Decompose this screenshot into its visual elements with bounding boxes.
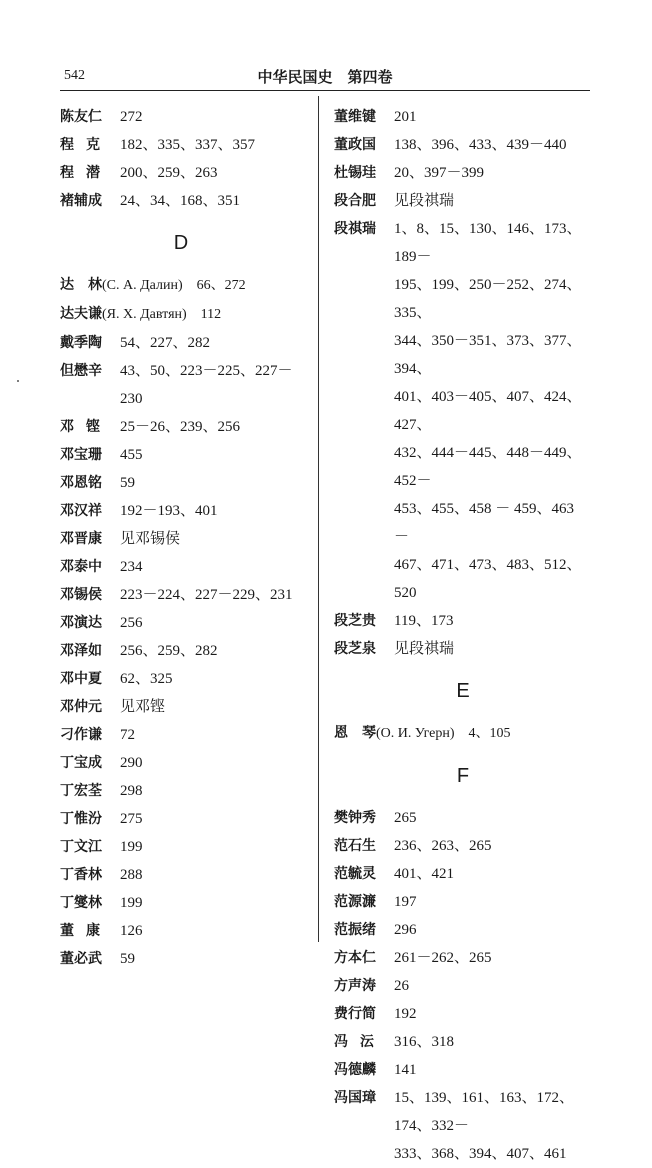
entry-pages: 256、259、282 xyxy=(120,643,218,659)
entry-pages: 256 xyxy=(120,615,143,631)
entry-name: 冯沄 xyxy=(334,1034,386,1050)
index-entry xyxy=(334,719,592,748)
entry-name: 段合肥 xyxy=(334,193,376,209)
entry-pages: 288 xyxy=(120,867,143,883)
index-entry xyxy=(60,469,302,497)
index-entry xyxy=(60,637,302,665)
index-entry xyxy=(60,300,302,329)
entry-name: 邓恩铭 xyxy=(60,475,102,491)
entry-name: 丁宏荃 xyxy=(60,783,102,799)
index-entry xyxy=(334,607,592,635)
entry-name: 邓仲元 xyxy=(60,699,102,715)
index-entry xyxy=(334,187,592,215)
index-entry xyxy=(60,805,302,833)
index-entry xyxy=(60,861,302,889)
entry-name: 费行简 xyxy=(334,1006,376,1022)
index-entry xyxy=(60,833,302,861)
entry-pages: 192－193、401 xyxy=(120,503,218,519)
entry-name: 冯德麟 xyxy=(334,1062,376,1078)
stray-mark xyxy=(17,380,19,382)
entry-pages: 195、199、250－252、274、335、 xyxy=(394,277,582,321)
entry-name: 段祺瑞 xyxy=(334,221,376,237)
section-letter: F xyxy=(456,765,470,787)
entry-pages: 54、227、282 xyxy=(120,335,211,351)
entry-pages: (Я. Х. Давтян) 112 xyxy=(102,307,222,322)
entry-name: 范源濂 xyxy=(334,894,376,910)
index-entry xyxy=(334,860,592,888)
entry-pages: 138、396、433、439－440 xyxy=(394,137,567,153)
entry-name: 丁惟汾 xyxy=(60,811,102,827)
entry-name: 恩 琴 xyxy=(334,725,376,741)
entry-pages: 298 xyxy=(120,783,143,799)
entry-pages: 126 xyxy=(120,923,143,939)
index-entry xyxy=(334,635,592,663)
entry-pages: 20、397－399 xyxy=(394,165,485,181)
entry-pages: 467、471、473、483、512、520 xyxy=(394,557,582,601)
index-column-left xyxy=(60,103,302,973)
entry-pages: 1、8、15、130、146、173、189－ xyxy=(394,221,582,265)
entry-pages: 453、455、458 － 459、463 － xyxy=(394,501,575,545)
entry-name: 邓泰中 xyxy=(60,559,102,575)
entry-pages: 72 xyxy=(120,727,135,743)
index-entry xyxy=(60,413,302,441)
entry-pages: 199 xyxy=(120,839,143,855)
entry-pages: 43、50、223－225、227－230 xyxy=(120,363,293,407)
page-header xyxy=(60,64,590,91)
entry-pages: 见段祺瑞 xyxy=(394,641,455,657)
entry-pages: 见段祺瑞 xyxy=(394,193,455,209)
section-letter: D xyxy=(173,232,189,254)
index-entry xyxy=(334,972,592,1000)
entry-pages: 26 xyxy=(394,978,409,994)
entry-pages: 401、403－405、407、424、427、 xyxy=(394,389,582,433)
entry-pages: 290 xyxy=(120,755,143,771)
entry-name: 但懋辛 xyxy=(60,363,102,379)
entry-name: 丁燮林 xyxy=(60,895,102,911)
entry-pages: 296 xyxy=(394,922,417,938)
column-divider xyxy=(318,96,319,942)
entry-name: 樊钟秀 xyxy=(334,810,376,826)
index-column-right xyxy=(334,103,592,1168)
entry-name: 邓演达 xyxy=(60,615,102,631)
entry-pages: 333、368、394、407、461 xyxy=(394,1146,567,1162)
index-entry xyxy=(60,357,302,413)
entry-name: 方本仁 xyxy=(334,950,376,966)
index-entry xyxy=(334,159,592,187)
entry-name: 达夫谦 xyxy=(60,306,102,322)
entry-pages: 119、173 xyxy=(394,613,454,629)
index-entry xyxy=(334,1028,592,1056)
entry-pages: 197 xyxy=(394,894,417,910)
entry-pages: 141 xyxy=(394,1062,417,1078)
entry-pages: 401、421 xyxy=(394,866,455,882)
entry-pages: 223－224、227－229、231 xyxy=(120,587,293,603)
index-entry xyxy=(334,215,592,607)
entry-pages: 432、444－445、448－449、452－ xyxy=(394,445,582,489)
index-entry xyxy=(334,944,592,972)
index-entry xyxy=(60,497,302,525)
entry-pages: 265 xyxy=(394,810,417,826)
entry-name: 达 林 xyxy=(60,277,102,293)
entry-pages: 272 xyxy=(120,109,143,125)
book-title: 中华民国史 第四卷 xyxy=(257,68,393,86)
index-entry xyxy=(334,131,592,159)
index-entry xyxy=(60,271,302,300)
entry-name: 邓汉祥 xyxy=(60,503,102,519)
index-entry xyxy=(60,553,302,581)
index-entry xyxy=(334,1056,592,1084)
entry-name: 邓宝珊 xyxy=(60,447,102,463)
entry-pages: 62、325 xyxy=(120,671,173,687)
entry-name: 邓铿 xyxy=(60,419,112,435)
entry-pages: 200、259、263 xyxy=(120,165,218,181)
entry-name: 董政国 xyxy=(334,137,376,153)
entry-name: 丁宝成 xyxy=(60,755,102,771)
entry-pages: 455 xyxy=(120,447,143,463)
entry-pages: 344、350－351、373、377、394、 xyxy=(394,333,582,377)
entry-pages: 261－262、265 xyxy=(394,950,492,966)
entry-pages: 59 xyxy=(120,475,135,491)
entry-pages: 见邓铿 xyxy=(120,699,166,715)
index-entry xyxy=(334,804,592,832)
entry-pages: 15、139、161、163、172、174、332－ xyxy=(394,1090,575,1134)
entry-pages: 25－26、239、256 xyxy=(120,419,241,435)
index-entry xyxy=(60,889,302,917)
entry-name: 董维键 xyxy=(334,109,376,125)
index-entry xyxy=(60,103,302,131)
entry-name: 邓锡侯 xyxy=(60,587,102,603)
index-entry xyxy=(334,888,592,916)
entry-name: 段芝贵 xyxy=(334,613,376,629)
index-entry xyxy=(60,159,302,187)
index-entry xyxy=(334,1000,592,1028)
page-number: 542 xyxy=(64,68,85,83)
index-entry xyxy=(334,916,592,944)
index-entry xyxy=(60,777,302,805)
entry-name: 邓晋康 xyxy=(60,531,102,547)
index-entry xyxy=(60,945,302,973)
entry-pages: 316、318 xyxy=(394,1034,455,1050)
entry-name: 丁文江 xyxy=(60,839,102,855)
entry-name: 范毓灵 xyxy=(334,866,376,882)
index-entry xyxy=(60,665,302,693)
entry-pages: 234 xyxy=(120,559,143,575)
index-entry xyxy=(60,187,302,215)
entry-name: 冯国璋 xyxy=(334,1090,376,1106)
entry-name: 邓泽如 xyxy=(60,643,102,659)
entry-name: 陈友仁 xyxy=(60,109,102,125)
entry-name: 刁作谦 xyxy=(60,727,102,743)
entry-name: 程克 xyxy=(60,137,112,153)
entry-name: 段芝泉 xyxy=(334,641,376,657)
entry-name: 董必武 xyxy=(60,951,102,967)
entry-pages: 24、34、168、351 xyxy=(120,193,241,209)
index-entry xyxy=(334,103,592,131)
index-entry xyxy=(60,131,302,159)
entry-name: 程潜 xyxy=(60,165,112,181)
index-entry xyxy=(60,609,302,637)
index-entry xyxy=(60,721,302,749)
entry-pages: 236、263、265 xyxy=(394,838,492,854)
entry-name: 董康 xyxy=(60,923,112,939)
entry-name: 丁香林 xyxy=(60,867,102,883)
index-entry xyxy=(60,441,302,469)
index-entry xyxy=(334,1084,592,1168)
entry-name: 范振绪 xyxy=(334,922,376,938)
entry-name: 邓中夏 xyxy=(60,671,102,687)
entry-pages: (О. И. Угерн) 4、105 xyxy=(376,726,511,741)
entry-pages: 见邓锡侯 xyxy=(120,531,181,547)
index-entry xyxy=(60,329,302,357)
index-entry xyxy=(60,581,302,609)
section-letter: E xyxy=(456,680,470,702)
entry-pages: 199 xyxy=(120,895,143,911)
entry-pages: 201 xyxy=(394,109,417,125)
entry-name: 杜锡珪 xyxy=(334,165,376,181)
entry-pages: 192 xyxy=(394,1006,417,1022)
entry-pages: 182、335、337、357 xyxy=(120,137,256,153)
entry-name: 范石生 xyxy=(334,838,376,854)
index-entry xyxy=(60,525,302,553)
entry-name: 方声涛 xyxy=(334,978,376,994)
entry-name: 褚辅成 xyxy=(60,193,102,209)
entry-pages: (С. А. Далин) 66、272 xyxy=(102,278,246,293)
entry-pages: 59 xyxy=(120,951,135,967)
entry-name: 戴季陶 xyxy=(60,335,102,351)
index-entry xyxy=(60,693,302,721)
index-entry xyxy=(60,749,302,777)
index-entry xyxy=(60,917,302,945)
entry-pages: 275 xyxy=(120,811,143,827)
index-entry xyxy=(334,832,592,860)
